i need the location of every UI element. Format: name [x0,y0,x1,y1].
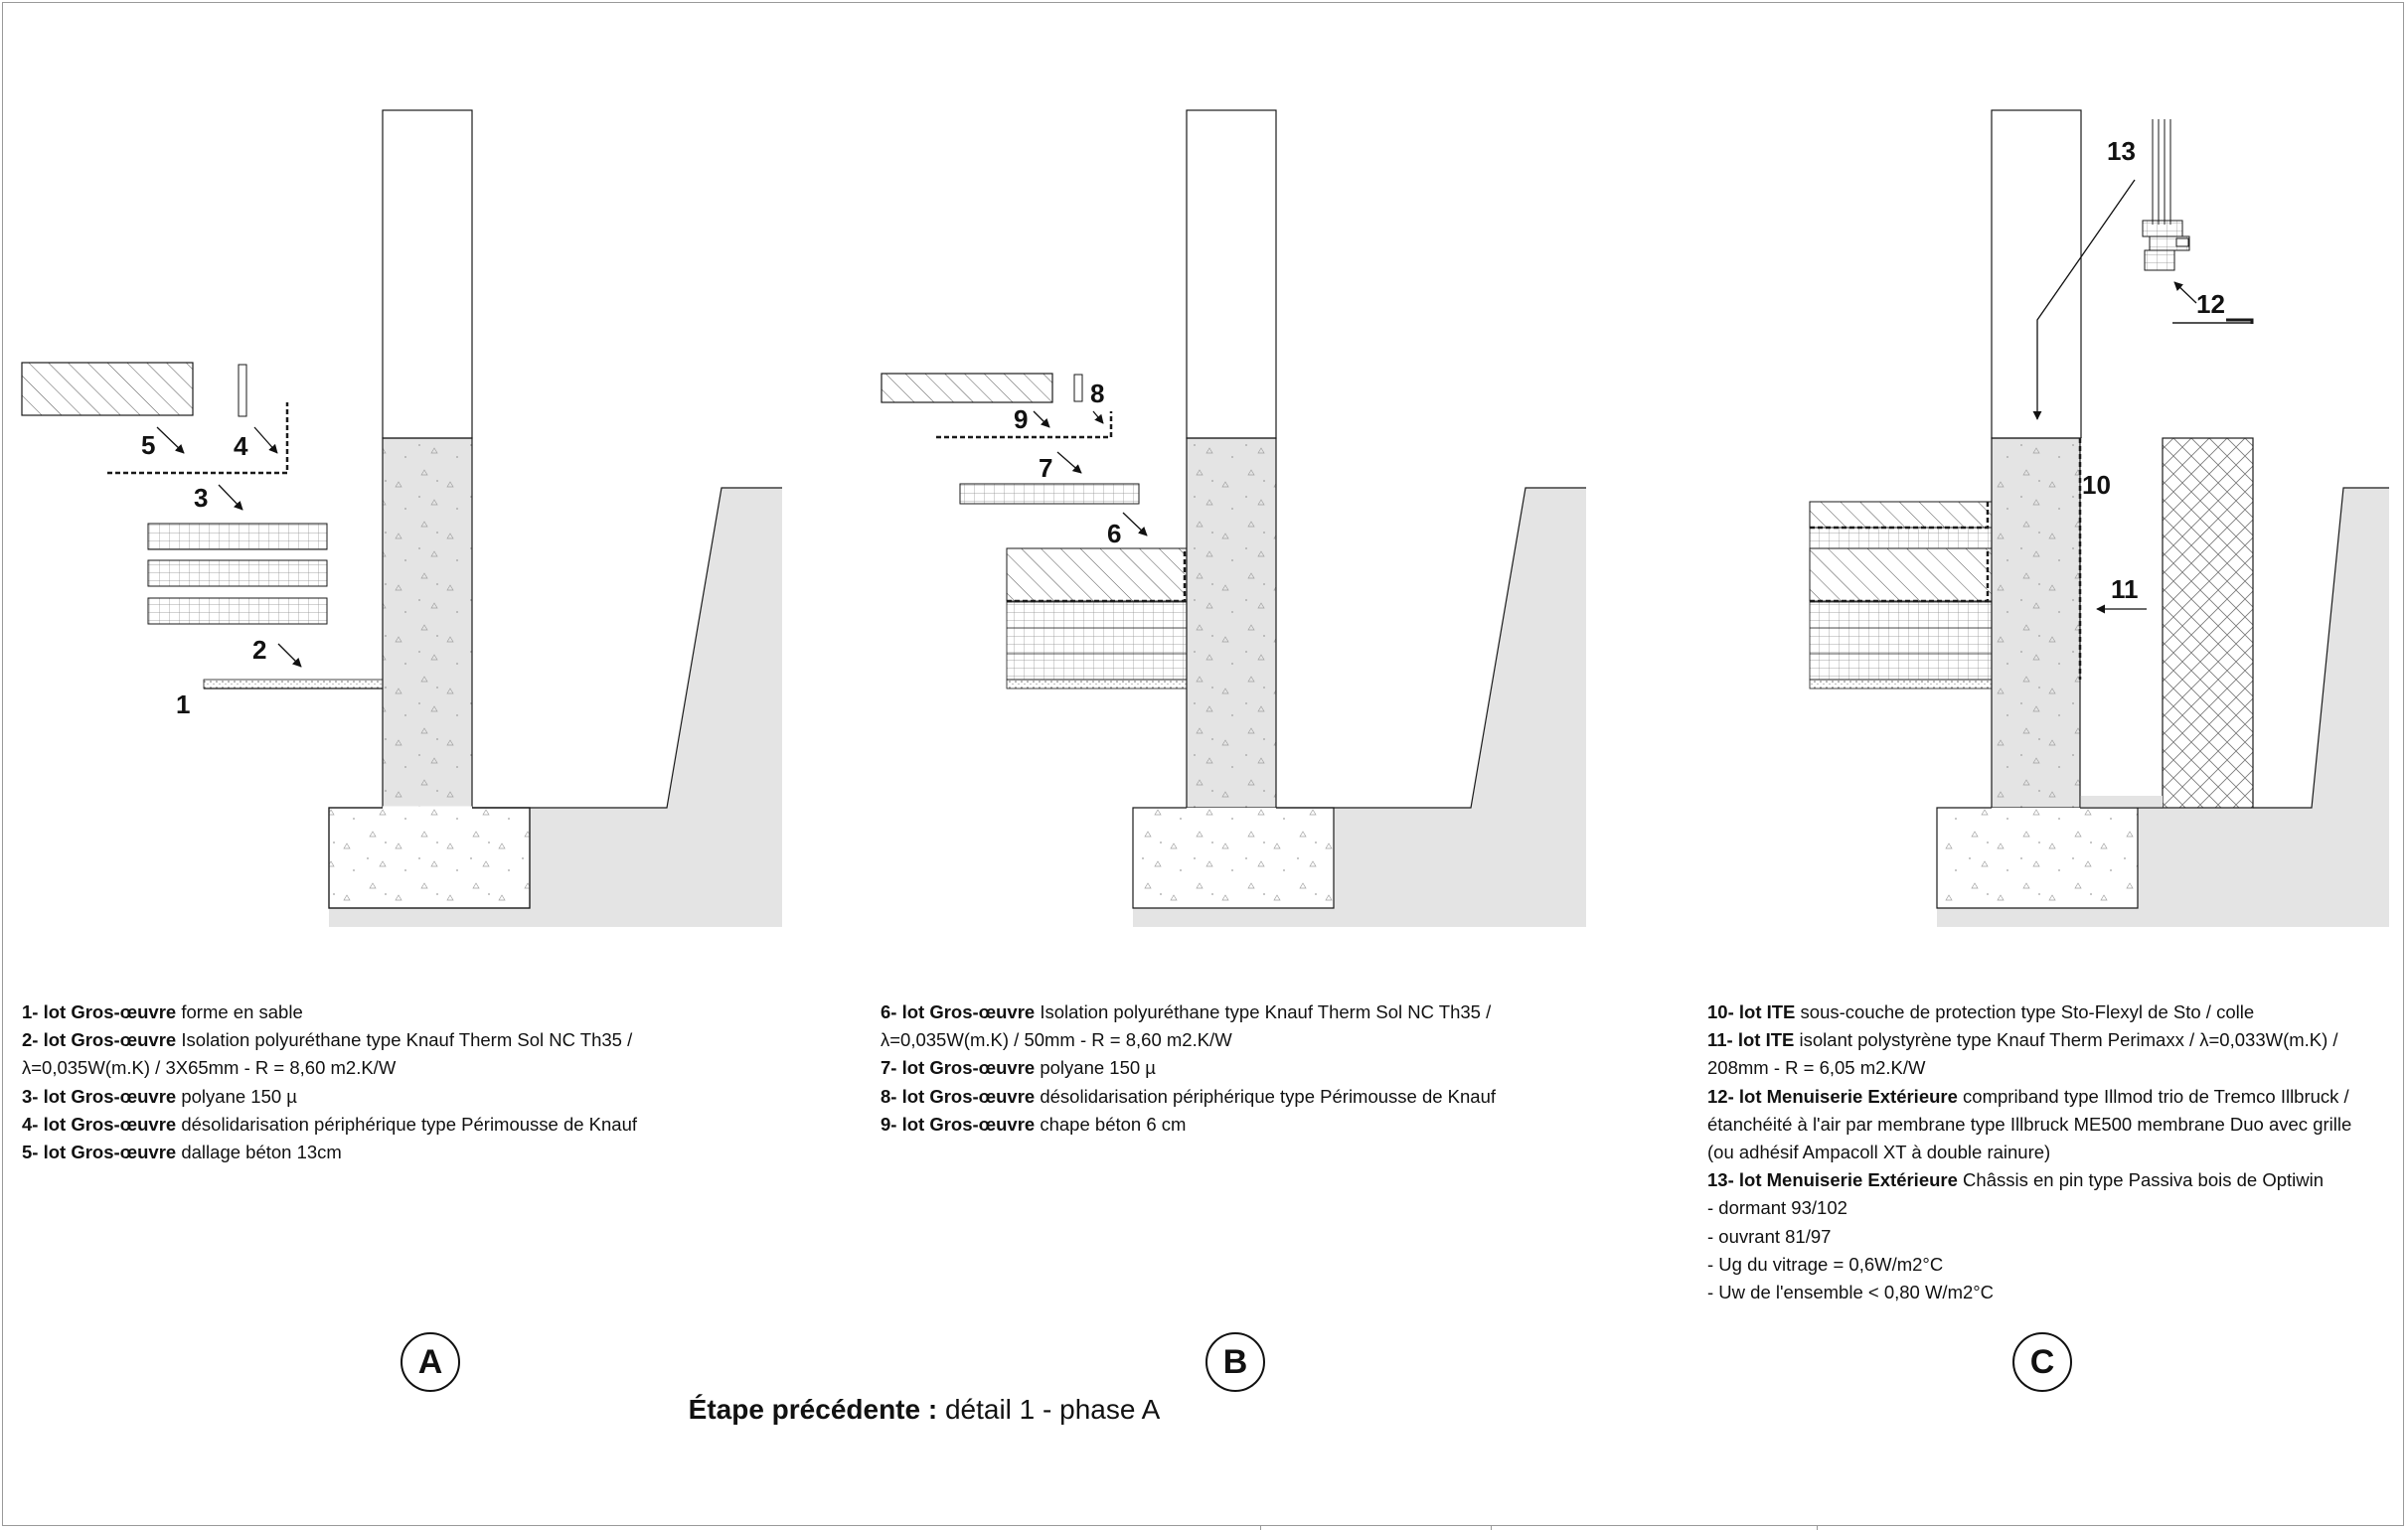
legend-lot-label: 13- lot Menuiserie Extérieure [1707,1169,1958,1191]
legend-description: chape béton 6 cm [1035,1113,1187,1135]
window-frame [2143,119,2189,270]
legend-description: polyane 150 µ [1035,1057,1156,1079]
detail-letter-b: B [1205,1332,1265,1392]
title-block-divider [1491,1525,1492,1530]
legend-line [22,1054,637,1082]
label-6: 6 [1107,519,1122,548]
legend-description: forme en sable [176,1001,303,1022]
detail-letter-a: A [401,1332,460,1392]
insulation-3 [148,598,327,624]
legend-line [22,998,637,1026]
legend-lot-label: 4- lot Gros-œuvre [22,1113,177,1135]
label-10: 10 [2082,470,2111,500]
legend-detail-a [22,998,637,1166]
slab-hatched [22,363,193,415]
insulation-1 [148,524,327,549]
legend-description: étanchéité à l'air par membrane type Illbruck ME500 membrane Duo avec grille [1707,1113,2352,1135]
slab-installed [1007,602,1187,680]
legend-line [881,1111,1496,1139]
legend-lot-label: 12- lot Menuiserie Extérieure [1707,1085,1958,1107]
legend-description: - ouvrant 81/97 [1707,1225,1832,1247]
label-4: 4 [234,431,248,461]
legend-line [1707,1026,2351,1054]
legend-description: Châssis en pin type Passiva bois de Optiwin [1957,1169,2325,1191]
label-2: 2 [252,635,267,665]
label-9: 9 [1014,404,1029,434]
insulation-2 [148,560,327,586]
label-5: 5 [141,430,156,460]
legend-description: λ=0,035W(m.K) / 3X65mm - R = 8,60 m2.K/W [22,1057,397,1079]
legend-line [1707,1139,2351,1166]
legend-line [1707,1166,2351,1194]
legend-line [1707,998,2351,1026]
legend-line [881,998,1496,1026]
legend-detail-c [1707,998,2351,1306]
insulation [960,484,1139,504]
chape-hatched [882,374,1052,402]
detail-letter-c: C [2012,1332,2072,1392]
legend-lot-label: 5- lot Gros-œuvre [22,1142,177,1163]
perimousse [1074,375,1082,401]
title-block-divider [1260,1525,1261,1530]
title-block-divider [1817,1525,1818,1530]
legend-lot-label: 11- lot ITE [1707,1029,1795,1051]
legend-line [881,1054,1496,1082]
sand-layer [1007,680,1187,688]
legend-lot-label: 2- lot Gros-œuvre [22,1029,177,1051]
legend-description: - Ug du vitrage = 0,6W/m2°C [1707,1253,1944,1275]
legend-description: isolant polystyrène type Knauf Therm Perimaxx / λ=0,033W(m.K) / [1794,1029,2338,1051]
legend-description: polyane 150 µ [176,1085,297,1107]
legend-line [1707,1083,2351,1111]
legend-lot-label: 10- lot ITE [1707,1001,1796,1022]
legend-line [881,1083,1496,1111]
detail-c-drawing [1810,110,2389,927]
wall-upper [383,110,472,438]
legend-description: désolidarisation périphérique type Périmousse de Knauf [1035,1085,1497,1107]
legend-lot-label: 6- lot Gros-œuvre [881,1001,1036,1022]
legend-lot-label: 3- lot Gros-œuvre [22,1085,177,1107]
legend-description: 208mm - R = 6,05 m2.K/W [1707,1057,1926,1079]
label-3: 3 [194,483,209,513]
ite-insulation [2163,438,2253,808]
legend-description: dallage béton 13cm [176,1142,342,1163]
label-8: 8 [1090,379,1105,408]
legend-line [22,1139,637,1166]
legend-lot-label: 7- lot Gros-œuvre [881,1057,1036,1079]
label-11: 11 [2111,574,2139,604]
dallage-installed [1007,548,1187,601]
legend-line [22,1026,637,1054]
wall-concrete [1187,438,1276,808]
legend-line [1707,1054,2351,1082]
sand-layer [204,680,383,688]
legend-line [1707,1223,2351,1251]
detail-b-drawing [882,110,1586,927]
legend-line [881,1026,1496,1054]
wall-concrete [1992,438,2081,808]
legend-description: - dormant 93/102 [1707,1197,1847,1219]
label-1: 1 [176,689,191,719]
legend-line [1707,1251,2351,1279]
sand-layer [1810,680,1992,688]
legend-line [22,1083,637,1111]
legend-lot-label: 1- lot Gros-œuvre [22,1001,177,1022]
legend-line [1707,1194,2351,1222]
legend-lot-label: 9- lot Gros-œuvre [881,1113,1036,1135]
label-7: 7 [1039,453,1053,483]
legend-lot-label: 8- lot Gros-œuvre [881,1085,1036,1107]
label-12: 12 [2196,289,2225,319]
label-13: 13 [2107,136,2136,166]
perimousse [239,365,246,416]
footer-caption [0,1394,1848,1426]
legend-description: λ=0,035W(m.K) / 50mm - R = 8,60 m2.K/W [881,1029,1232,1051]
legend-line [1707,1111,2351,1139]
legend-detail-b [881,998,1496,1139]
ground-fill [1007,110,1586,927]
detail-a-drawing [22,110,782,927]
legend-description: sous-couche de protection type Sto-Flexyl de Sto / colle [1795,1001,2255,1022]
footer-caption-text: détail 1 - phase A [937,1394,1161,1425]
legend-description: - Uw de l'ensemble < 0,80 W/m2°C [1707,1282,1995,1303]
wall-upper [1992,110,2081,438]
legend-description: Isolation polyuréthane type Knauf Therm Sol NC Th35 / [1035,1001,1492,1022]
legend-description: désolidarisation périphérique type Périmousse de Knauf [176,1113,638,1135]
legend-description: compriband type Illmod trio de Tremco Illbruck / [1957,1085,2349,1107]
ground-fill [204,110,782,927]
legend-description: Isolation polyuréthane type Knauf Therm Sol NC Th35 / [176,1029,633,1051]
legend-line [22,1111,637,1139]
legend-description: (ou adhésif Ampacoll XT à double rainure) [1707,1142,2051,1163]
legend-line [1707,1279,2351,1306]
wall-upper [1187,110,1276,438]
footer-caption-bold: Étape précédente : [688,1394,938,1425]
